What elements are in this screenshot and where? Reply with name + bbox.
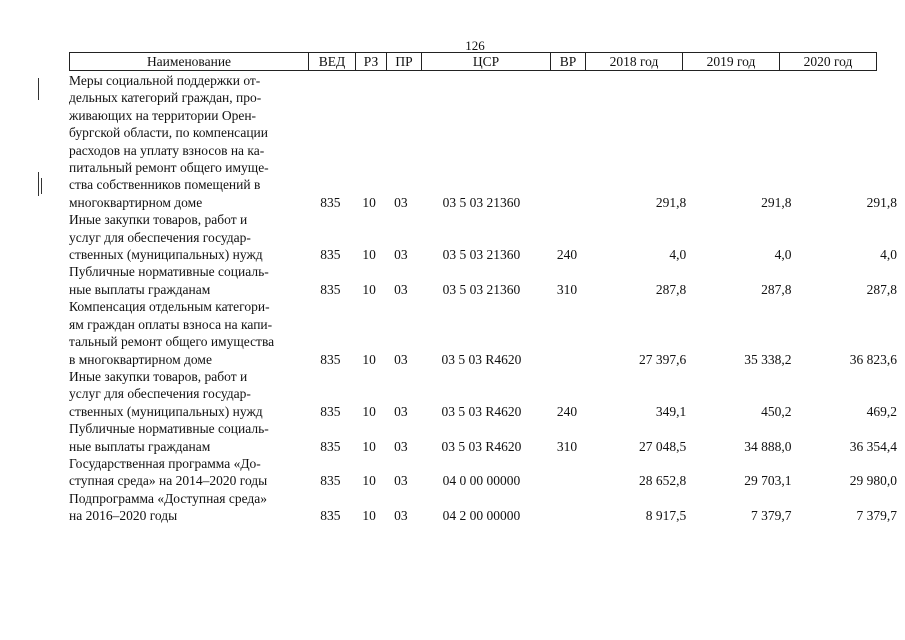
row-name-line: Иные закупки товаров, работ и [69, 368, 248, 384]
row-2018: 8 917,5 [645, 508, 687, 524]
header-row [70, 53, 877, 71]
row-2018: 27 048,5 [638, 438, 687, 454]
header-csr: ЦСР [422, 53, 551, 71]
row-csr: 03 5 03 21360 [442, 247, 521, 263]
row-vr [545, 72, 589, 211]
row-name-line: живающих на территории Орен- [69, 107, 257, 123]
table-row [69, 455, 905, 490]
margin-mark [41, 178, 42, 194]
row-name-line: питальный ремонт общего имуще- [69, 160, 269, 176]
margin-mark [38, 172, 39, 196]
row-name [69, 368, 307, 420]
row-2020: 36 823,6 [849, 351, 897, 367]
table-row [69, 490, 905, 525]
row-2019: 7 379,7 [751, 508, 792, 524]
row-vr: 310 [556, 281, 578, 297]
row-name-line: Меры социальной поддержки от- [69, 73, 261, 88]
row-2018: 4,0 [669, 247, 687, 263]
row-name-line: Государственная программа «До- [69, 455, 261, 471]
row-name [69, 211, 307, 263]
row-name-line: ступная среда» на 2014–2020 годы [69, 473, 268, 489]
row-2020: 7 379,7 [856, 508, 897, 524]
row-pr: 03 [394, 473, 408, 489]
row-rz: 10 [362, 473, 376, 489]
row-name-line: услуг для обеспечения государ- [69, 229, 251, 245]
row-vr [545, 455, 589, 490]
row-name [69, 420, 307, 455]
row-csr: 04 0 00 00000 [442, 473, 521, 489]
row-2019: 4,0 [774, 247, 792, 263]
row-ved: 835 [320, 281, 341, 297]
row-name-line: в многоквартирном доме [69, 351, 212, 367]
row-2020: 469,2 [866, 403, 897, 419]
row-csr: 03 5 03 R4620 [441, 351, 522, 367]
table-row [69, 72, 905, 211]
row-name-line: Публичные нормативные социаль- [69, 421, 269, 437]
header-2020: 2020 год [780, 53, 877, 71]
row-name-line: ственных (муниципальных) нужд [69, 247, 263, 263]
row-rz: 10 [362, 351, 376, 367]
table-row [69, 263, 905, 298]
row-2018: 28 652,8 [638, 473, 687, 489]
row-name-line: ные выплаты гражданам [69, 281, 211, 297]
row-name [69, 263, 307, 298]
row-name [69, 72, 307, 211]
row-ved: 835 [320, 351, 341, 367]
table-body [69, 72, 905, 525]
row-rz: 10 [362, 508, 376, 524]
row-name-line: ства собственников помещений в [69, 177, 261, 193]
row-rz: 10 [362, 281, 376, 297]
row-ved: 835 [320, 194, 341, 210]
row-csr: 03 5 03 21360 [442, 281, 521, 297]
row-name-line: расходов на уплату взносов на ка- [69, 142, 265, 158]
row-ved: 835 [320, 247, 341, 263]
row-name [69, 455, 307, 490]
row-name-line: Подпрограмма «Доступная среда» [69, 490, 268, 506]
row-name-line: Компенсация отдельным категори- [69, 299, 270, 315]
table-row [69, 298, 905, 368]
row-name-line: ственных (муниципальных) нужд [69, 403, 263, 419]
row-csr: 04 2 00 00000 [442, 508, 521, 524]
row-2018: 287,8 [655, 281, 687, 297]
margin-mark [38, 78, 39, 100]
page-number: 126 [465, 38, 485, 53]
row-2019: 35 338,2 [744, 351, 792, 367]
row-2019: 29 703,1 [744, 473, 792, 489]
table-row [69, 211, 905, 263]
header-rz: РЗ [356, 53, 387, 71]
row-2020: 291,8 [866, 194, 897, 210]
row-name-line: многоквартирном доме [69, 194, 203, 210]
row-vr: 240 [556, 403, 578, 419]
row-2019: 291,8 [761, 194, 792, 210]
row-name-line: Иные закупки товаров, работ и [69, 212, 248, 228]
budget-table [69, 72, 905, 525]
row-csr: 03 5 03 21360 [442, 194, 521, 210]
row-2020: 36 354,4 [849, 438, 897, 454]
header-vr: ВР [551, 53, 586, 71]
row-name-line: дельных категорий граждан, про- [69, 90, 262, 106]
row-pr: 03 [394, 351, 408, 367]
row-vr [545, 298, 589, 368]
row-vr: 310 [556, 438, 578, 454]
row-name-line: на 2016–2020 годы [69, 508, 178, 524]
row-csr: 03 5 03 R4620 [441, 403, 522, 419]
row-name-line: тальный ремонт общего имущества [69, 334, 275, 350]
row-rz: 10 [362, 438, 376, 454]
row-2018: 349,1 [655, 403, 687, 419]
row-2019: 287,8 [761, 281, 792, 297]
row-pr: 03 [394, 194, 408, 210]
row-2018: 27 397,6 [638, 351, 687, 367]
row-pr: 03 [394, 281, 408, 297]
header-2018: 2018 год [586, 53, 683, 71]
row-2020: 29 980,0 [849, 473, 897, 489]
row-name [69, 298, 307, 368]
row-pr: 03 [394, 438, 408, 454]
row-name-line: ям граждан оплаты взноса на капи- [69, 316, 273, 332]
row-name-line: ные выплаты гражданам [69, 438, 211, 454]
table-header [69, 52, 877, 71]
row-2020: 4,0 [880, 247, 897, 263]
row-pr: 03 [394, 508, 408, 524]
row-pr: 03 [394, 247, 408, 263]
row-pr: 03 [394, 403, 408, 419]
header-ved: ВЕД [309, 53, 356, 71]
row-vr [545, 490, 589, 525]
row-ved: 835 [320, 508, 341, 524]
row-vr: 240 [556, 247, 578, 263]
row-ved: 835 [320, 473, 341, 489]
row-name-line: бургской области, по компенсации [69, 125, 269, 141]
row-csr: 03 5 03 R4620 [441, 438, 522, 454]
row-name-line: услуг для обеспечения государ- [69, 386, 251, 402]
row-2018: 291,8 [655, 194, 687, 210]
row-name [69, 490, 307, 525]
header-pr: ПР [387, 53, 422, 71]
row-2019: 34 888,0 [744, 438, 792, 454]
row-2020: 287,8 [866, 281, 897, 297]
table-row [69, 368, 905, 420]
table-row [69, 420, 905, 455]
row-rz: 10 [362, 403, 376, 419]
row-rz: 10 [362, 247, 376, 263]
row-rz: 10 [362, 194, 376, 210]
header-name: Наименование [70, 53, 309, 71]
header-2019: 2019 год [683, 53, 780, 71]
row-2019: 450,2 [761, 403, 792, 419]
row-ved: 835 [320, 403, 341, 419]
row-name-line: Публичные нормативные социаль- [69, 264, 269, 280]
row-ved: 835 [320, 438, 341, 454]
